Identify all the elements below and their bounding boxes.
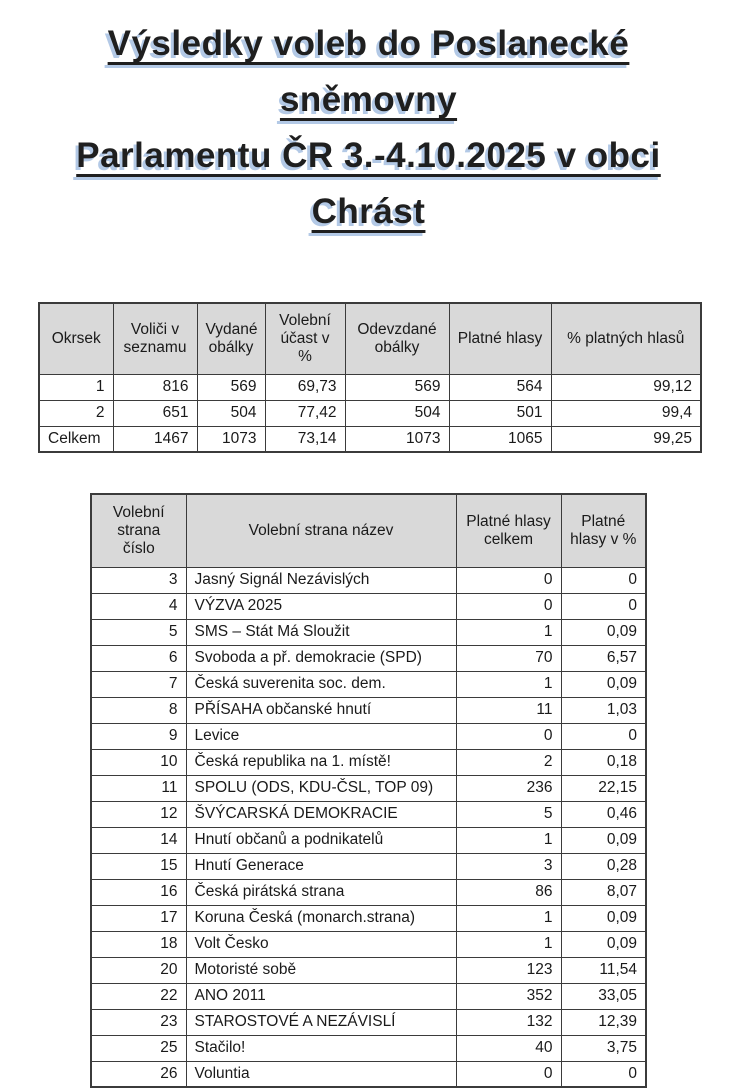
column-header: Platné hlasy celkem [456, 494, 561, 567]
table-row [91, 905, 646, 931]
table-cell: 236 [456, 775, 561, 801]
table-cell: 5 [91, 619, 186, 645]
table-row [91, 749, 646, 775]
table-cell: 0,28 [561, 853, 646, 879]
table-cell: 564 [449, 374, 551, 400]
table-row [91, 1061, 646, 1087]
table-cell: 8 [91, 697, 186, 723]
table-cell: 16 [91, 879, 186, 905]
table-cell: 99,4 [551, 400, 701, 426]
table-cell: 1 [456, 619, 561, 645]
table-cell: 6,57 [561, 645, 646, 671]
table-row [91, 567, 646, 593]
table-cell: 0,46 [561, 801, 646, 827]
column-header: Okrsek [39, 303, 113, 374]
column-header: Vydané obálky [197, 303, 265, 374]
table-cell: 1 [456, 827, 561, 853]
table-cell: SMS – Stát Má Sloužit [186, 619, 456, 645]
table-cell: 0 [561, 723, 646, 749]
table-row [91, 775, 646, 801]
table-row [91, 619, 646, 645]
table-cell: 0,09 [561, 671, 646, 697]
table-row [39, 374, 701, 400]
table-cell: 40 [456, 1035, 561, 1061]
table-cell: 7 [91, 671, 186, 697]
table-cell: PŘÍSAHA občanské hnutí [186, 697, 456, 723]
table-cell: 77,42 [265, 400, 345, 426]
party-table [90, 493, 647, 1088]
table-cell: 22,15 [561, 775, 646, 801]
table-row [91, 593, 646, 619]
table-cell: Jasný Signál Nezávislých [186, 567, 456, 593]
table-cell: 1 [456, 905, 561, 931]
column-header: Volební účast v % [265, 303, 345, 374]
table-cell: 1073 [345, 426, 449, 452]
header-row [91, 494, 646, 567]
table-cell: Stačilo! [186, 1035, 456, 1061]
table-cell: 17 [91, 905, 186, 931]
table-cell: Česká pirátská strana [186, 879, 456, 905]
table-cell: 86 [456, 879, 561, 905]
table-cell: 3 [91, 567, 186, 593]
table-cell: 3,75 [561, 1035, 646, 1061]
table-cell: 3 [456, 853, 561, 879]
header-row [39, 303, 701, 374]
title-line-1: Výsledky voleb do Poslanecké sněmovny [107, 24, 630, 119]
party-table-body [91, 567, 646, 1087]
table-cell: 11,54 [561, 957, 646, 983]
table-cell: 8,07 [561, 879, 646, 905]
page-title [18, 16, 719, 240]
table-row [39, 400, 701, 426]
table-cell: 0,18 [561, 749, 646, 775]
table-cell: 73,14 [265, 426, 345, 452]
table-row [91, 801, 646, 827]
party-table-header [91, 494, 646, 567]
table-cell: 123 [456, 957, 561, 983]
table-row [39, 426, 701, 452]
column-header: Platné hlasy [449, 303, 551, 374]
table-row [91, 879, 646, 905]
column-header: Odevzdané obálky [345, 303, 449, 374]
table-cell: 10 [91, 749, 186, 775]
table-cell: 569 [197, 374, 265, 400]
table-row [91, 853, 646, 879]
table-cell: Celkem [39, 426, 113, 452]
table-cell: ANO 2011 [186, 983, 456, 1009]
table-cell: 0 [456, 1061, 561, 1087]
table-cell: 1 [456, 671, 561, 697]
column-header: Volební strana číslo [91, 494, 186, 567]
table-row [91, 931, 646, 957]
table-cell: VÝZVA 2025 [186, 593, 456, 619]
table-cell: 569 [345, 374, 449, 400]
table-cell: STAROSTOVÉ A NEZÁVISLÍ [186, 1009, 456, 1035]
column-header: % platných hlasů [551, 303, 701, 374]
table-cell: 2 [39, 400, 113, 426]
table-cell: 1 [456, 931, 561, 957]
table-cell: 1065 [449, 426, 551, 452]
table-cell: 69,73 [265, 374, 345, 400]
table-cell: 22 [91, 983, 186, 1009]
table-cell: 26 [91, 1061, 186, 1087]
table-cell: 0,09 [561, 905, 646, 931]
table-cell: 0 [456, 593, 561, 619]
table-cell: 501 [449, 400, 551, 426]
table-cell: 0 [561, 1061, 646, 1087]
summary-table [38, 302, 702, 453]
table-cell: 1467 [113, 426, 197, 452]
table-cell: 99,25 [551, 426, 701, 452]
table-cell: 14 [91, 827, 186, 853]
table-cell: Svoboda a př. demokracie (SPD) [186, 645, 456, 671]
table-cell: 18 [91, 931, 186, 957]
table-cell: 1 [39, 374, 113, 400]
table-cell: 1073 [197, 426, 265, 452]
page [0, 16, 737, 1082]
column-header: Voliči v seznamu [113, 303, 197, 374]
table-row [91, 697, 646, 723]
table-cell: 11 [456, 697, 561, 723]
table-cell: 15 [91, 853, 186, 879]
table-cell: 504 [197, 400, 265, 426]
table-cell: 0,09 [561, 619, 646, 645]
column-header: Volební strana název [186, 494, 456, 567]
table-cell: 12,39 [561, 1009, 646, 1035]
table-cell: 1,03 [561, 697, 646, 723]
table-row [91, 983, 646, 1009]
table-cell: Motoristé sobě [186, 957, 456, 983]
table-cell: Voluntia [186, 1061, 456, 1087]
table-cell: Levice [186, 723, 456, 749]
title-line-2: Parlamentu ČR 3.-4.10.2025 v obci Chrást [76, 136, 661, 231]
table-cell: 2 [456, 749, 561, 775]
table-row [91, 723, 646, 749]
table-cell: 4 [91, 593, 186, 619]
table-cell: 352 [456, 983, 561, 1009]
table-cell: SPOLU (ODS, KDU-ČSL, TOP 09) [186, 775, 456, 801]
table-cell: 0 [561, 593, 646, 619]
table-row [91, 957, 646, 983]
summary-table-header [39, 303, 701, 374]
table-row [91, 1035, 646, 1061]
table-cell: 23 [91, 1009, 186, 1035]
table-cell: ŠVÝCARSKÁ DEMOKRACIE [186, 801, 456, 827]
summary-table-body [39, 374, 701, 452]
table-cell: 651 [113, 400, 197, 426]
table-row [91, 827, 646, 853]
table-cell: 11 [91, 775, 186, 801]
table-cell: 25 [91, 1035, 186, 1061]
table-cell: Koruna Česká (monarch.strana) [186, 905, 456, 931]
table-cell: 9 [91, 723, 186, 749]
column-header: Platné hlasy v % [561, 494, 646, 567]
table-cell: Volt Česko [186, 931, 456, 957]
table-cell: Česká republika na 1. místě! [186, 749, 456, 775]
table-cell: 12 [91, 801, 186, 827]
table-cell: 504 [345, 400, 449, 426]
table-row [91, 645, 646, 671]
table-cell: 20 [91, 957, 186, 983]
table-cell: 816 [113, 374, 197, 400]
table-row [91, 671, 646, 697]
table-cell: Česká suverenita soc. dem. [186, 671, 456, 697]
table-cell: 0,09 [561, 931, 646, 957]
table-row [91, 1009, 646, 1035]
table-cell: 0 [456, 723, 561, 749]
table-cell: Hnutí občanů a podnikatelů [186, 827, 456, 853]
table-cell: 5 [456, 801, 561, 827]
table-cell: Hnutí Generace [186, 853, 456, 879]
table-cell: 0 [456, 567, 561, 593]
table-cell: 70 [456, 645, 561, 671]
table-cell: 99,12 [551, 374, 701, 400]
table-cell: 132 [456, 1009, 561, 1035]
table-cell: 6 [91, 645, 186, 671]
table-cell: 0 [561, 567, 646, 593]
table-cell: 33,05 [561, 983, 646, 1009]
table-cell: 0,09 [561, 827, 646, 853]
